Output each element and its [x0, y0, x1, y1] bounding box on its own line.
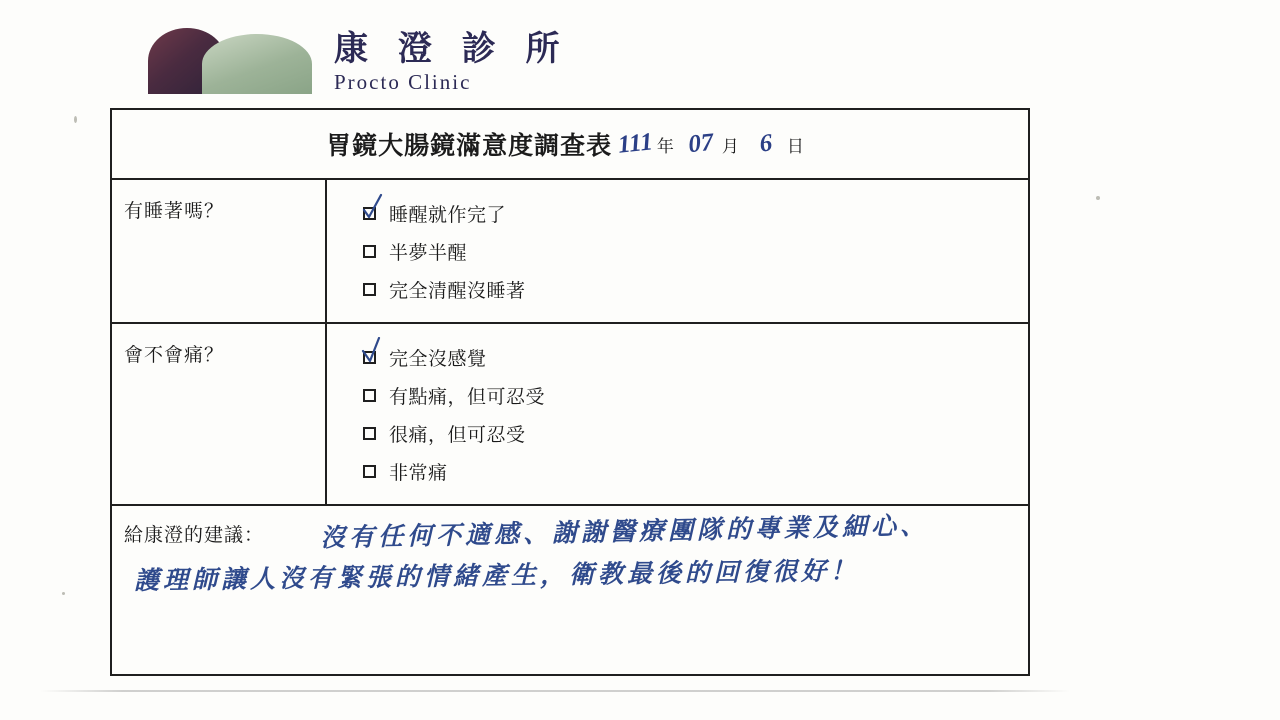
option-label: 完全沒感覺 — [389, 347, 487, 370]
question-label-sleep: 有睡著嗎？ — [112, 180, 327, 322]
checkbox-icon[interactable] — [363, 207, 376, 220]
clinic-name-en: Procto Clinic — [334, 69, 472, 94]
suggestion-row[interactable] — [112, 506, 1028, 674]
date-day-unit: 日 — [786, 136, 804, 157]
option-sleep-2[interactable] — [363, 270, 1028, 308]
suggestion-line-2: 護理師讓人沒有緊張的情緒產生，衛教最後的回復很好！ — [133, 557, 860, 596]
option-sleep-1[interactable] — [363, 232, 1028, 270]
clinic-name-block — [334, 26, 569, 95]
checkbox-icon[interactable] — [363, 465, 376, 478]
date-day-value: 6 — [758, 129, 774, 158]
option-pain-0[interactable] — [363, 338, 1028, 376]
question-options-pain — [327, 324, 1028, 504]
clinic-arch-logo-icon — [148, 26, 316, 92]
clinic-header — [148, 26, 569, 95]
suggestion-line-1: 沒有任何不適感、謝謝醫療團隊的專業及細心、 — [319, 512, 930, 553]
question-options-sleep — [327, 180, 1028, 322]
clinic-name-cn: 康 澄 診 所 — [334, 29, 569, 69]
option-label: 半夢半醒 — [389, 241, 468, 264]
option-pain-3[interactable] — [363, 452, 1028, 490]
question-row-pain — [112, 324, 1028, 506]
page-edge-shadow — [40, 690, 1070, 692]
option-label: 非常痛 — [389, 461, 448, 484]
form-date — [618, 130, 814, 158]
checkbox-icon[interactable] — [363, 427, 376, 440]
handwritten-tick-icon — [361, 337, 387, 367]
option-label: 完全清醒沒睡著 — [389, 279, 526, 302]
scan-speck — [74, 116, 77, 123]
option-label: 睡醒就作完了 — [389, 203, 507, 226]
form-title: 胃鏡大腸鏡滿意度調查表 — [326, 131, 613, 160]
option-label: 有點痛，但可忍受 — [389, 385, 546, 408]
date-month-unit: 月 — [721, 136, 739, 157]
date-year-unit: 年 — [656, 136, 674, 157]
form-title-row — [112, 110, 1028, 180]
checkbox-icon[interactable] — [363, 283, 376, 296]
scan-speck — [62, 592, 65, 595]
scan-speck — [1096, 196, 1100, 200]
question-row-sleep — [112, 180, 1028, 324]
date-month-value: 07 — [686, 128, 715, 159]
logo-right-arch-icon — [202, 34, 312, 94]
checkbox-icon[interactable] — [363, 389, 376, 402]
option-pain-2[interactable] — [363, 414, 1028, 452]
survey-form — [110, 108, 1030, 676]
checkbox-icon[interactable] — [363, 351, 376, 364]
handwritten-tick-icon — [361, 193, 387, 223]
option-sleep-0[interactable] — [363, 194, 1028, 232]
checkbox-icon[interactable] — [363, 245, 376, 258]
question-label-pain: 會不會痛？ — [112, 324, 327, 504]
option-label: 很痛，但可忍受 — [389, 423, 526, 446]
date-year-value: 111 — [616, 128, 655, 159]
option-pain-1[interactable] — [363, 376, 1028, 414]
suggestion-label: 給康澄的建議： — [124, 524, 265, 546]
